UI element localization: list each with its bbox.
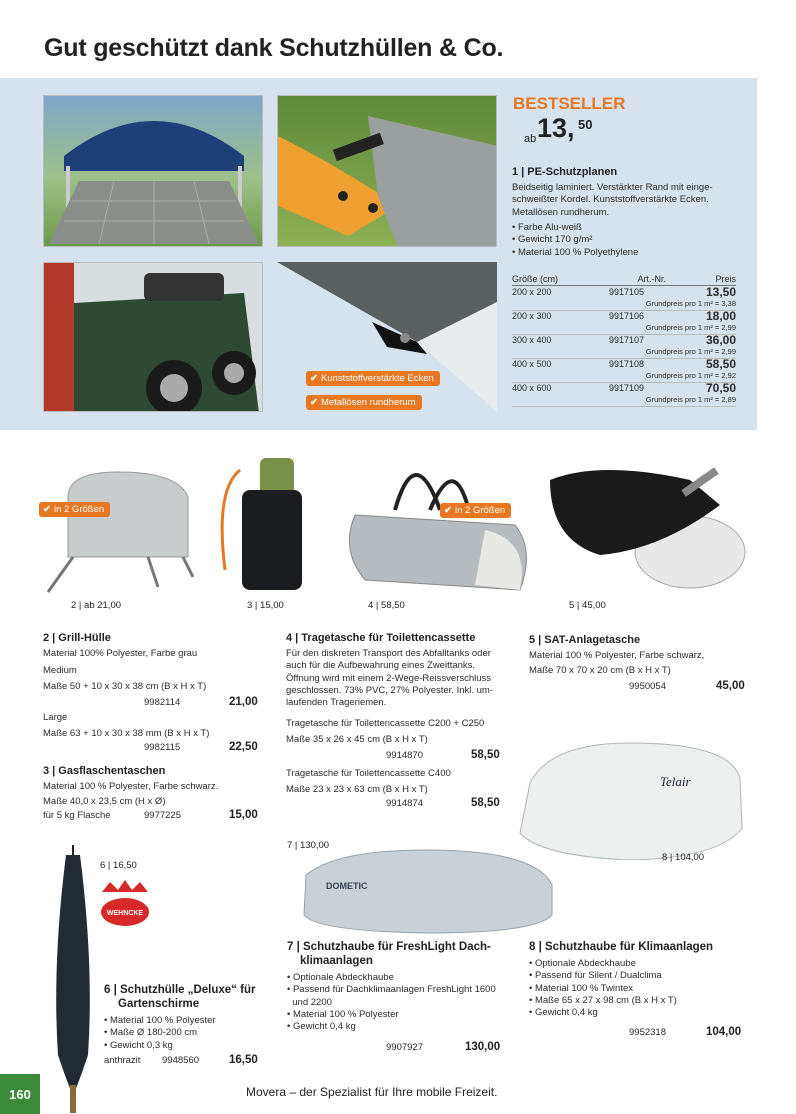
product-7-bullets: • Optionale Abdeckhaube • Passend für Dachklimaanlagen FreshLight 1600 und 2200 • Material 100 % Polyester • Gewicht 0,4 kg [287, 972, 496, 1033]
brand-logo-text: WEHNCKE [106, 910, 144, 917]
product-2-dims-large: Maße 63 + 10 x 30 x 38 mm (B x H x T) [43, 728, 210, 739]
table-cell: 58,50 [705, 357, 736, 371]
caption-text: 8 | 104,00 [662, 852, 705, 863]
car-trunk-photo [43, 262, 263, 412]
table-row [512, 335, 736, 359]
product-6-heading: 6 | Schutzhülle „Deluxe“ für [104, 984, 256, 996]
table-cell: 400 x 500 [512, 359, 552, 369]
footer-slogan: Movera – der Spezialist für Ihre mobile Freizeit. [246, 1085, 498, 1099]
caption-text: 5 | 45,00 [569, 600, 606, 611]
product-5-price: 45,00 [716, 680, 745, 692]
product-5-art: 9950054 [629, 681, 666, 692]
product-3-price: 15,00 [229, 809, 258, 821]
product-3-heading: 3 | Gasflaschentaschen [43, 765, 166, 777]
product-8-bullets: • Optionale Abdeckhaube • Passend für Silent / Dualclima • Material 100 % Twintex • Maße 65 x 27 x 98 cm (B x H x T) • Gewicht 0,4 kg [529, 958, 677, 1019]
product-2-art-large: 9982115 [144, 742, 181, 753]
caption-text: 3 | 15,00 [247, 600, 284, 611]
table-row [512, 311, 736, 335]
gas-bottle-bag-image [210, 450, 305, 595]
product-7-art: 9907927 [386, 1042, 423, 1053]
table-cell: 36,00 [705, 333, 736, 347]
caption-text: 4 | 58,50 [368, 600, 405, 611]
product-6-bullets: • Material 100 % Polyester • Maße Ø 180-200 cm • Gewicht 0,3 kg [104, 1015, 216, 1051]
product-8-price: 104,00 [706, 1026, 742, 1038]
table-cell: 70,50 [705, 381, 736, 395]
table-header: Größe (cm) [512, 274, 558, 284]
bestseller-price: 13, [537, 113, 575, 143]
bestseller-price-cents: 50 [578, 117, 593, 132]
product-2-art-medium: 9982114 [144, 697, 181, 708]
grill-cover-image [38, 462, 198, 594]
badge-label: Metallösen rundherum [320, 397, 416, 408]
caption-6 [100, 860, 137, 871]
table-cell: Grundpreis pro 1 m² = 2,92 [645, 371, 736, 380]
caption-4 [368, 600, 405, 611]
caption-3 [247, 600, 284, 611]
product-1-heading: 1 | PE-Schutzplanen [512, 166, 618, 178]
table-row [512, 359, 736, 383]
table-cell: 9917106 [609, 311, 645, 321]
product-4-art-1: 9914870 [386, 750, 423, 761]
product-1-description: Beidseitig laminiert. Verstärkter Rand mit einge- schweißter Kordel. Kunststoffverstärkte Ecken. Metallösen rundherum. [512, 182, 713, 218]
two-sizes-badge [39, 502, 110, 517]
table-header: Preis [715, 274, 736, 284]
check-icon: ✔ [310, 397, 318, 408]
product-4-price-1: 58,50 [471, 749, 500, 761]
table-cell: Grundpreis pro 1 m² = 2,89 [645, 395, 736, 404]
product-8-heading: 8 | Schutzhaube für Klimaanlagen [529, 941, 714, 953]
badge-label: in 2 Größen [53, 504, 105, 515]
product-4-variant-2: Tragetasche für Toilettencassette C400 [286, 768, 451, 779]
boat-tarp-photo [277, 95, 497, 247]
product-2-price-large: 22,50 [229, 741, 258, 753]
product-2-large: Large [43, 712, 68, 723]
table-cell: 9917107 [609, 335, 645, 345]
reinforced-corners-badge [306, 371, 440, 386]
check-icon: ✔ [444, 505, 452, 516]
product-3-art: 9977225 [144, 810, 181, 821]
table-cell: Grundpreis pro 1 m² = 2,99 [645, 323, 736, 332]
price-prefix: ab [524, 133, 537, 145]
brand-logo-text: DOMETIC [326, 881, 368, 891]
product-4-dims-2: Maße 23 x 23 x 63 cm (B x H x T) [286, 784, 428, 795]
bestseller-label: BESTSELLER [513, 94, 626, 113]
caption-text: 2 | ab 21,00 [71, 600, 122, 611]
product-5-heading: 5 | SAT-Anlagetasche [529, 634, 641, 646]
wehncke-logo [96, 878, 154, 928]
product-2-dims-medium: Maße 50 + 10 x 30 x 38 cm (B x H x T) [43, 681, 207, 692]
product-6-price: 16,50 [229, 1054, 258, 1066]
table-cell: 13,50 [705, 285, 736, 299]
sat-bag-image [540, 460, 750, 595]
table-cell: 18,00 [705, 309, 736, 323]
product-3-bottle: für 5 kg Flasche [43, 810, 111, 821]
two-sizes-badge-2 [440, 503, 511, 518]
size-price-table [512, 274, 736, 407]
caption-text: 6 | 16,50 [100, 860, 137, 871]
caption-2 [71, 600, 121, 611]
table-cell: 200 x 200 [512, 287, 552, 297]
product-4-heading: 4 | Tragetasche für Toilettencassette [286, 632, 476, 644]
product-7-heading-2: klimaanlagen [300, 955, 373, 967]
caption-5 [569, 600, 606, 611]
brand-logo: Telair [660, 774, 691, 789]
product-7-price: 130,00 [465, 1041, 501, 1053]
product-2-medium: Medium [43, 665, 77, 676]
caption-8 [662, 852, 704, 863]
table-cell: 300 x 400 [512, 335, 552, 345]
product-1-bullets: • Farbe Alu-weiß • Gewicht 170 g/m² • Material 100 % Polyethylene [512, 222, 639, 258]
freshlight-cover-image [296, 845, 562, 935]
badge-label: in 2 Größen [454, 505, 506, 516]
product-7-heading: 7 | Schutzhaube für FreshLight Dach- [287, 941, 491, 953]
table-cell: Grundpreis pro 1 m² = 2,99 [645, 347, 736, 356]
product-4-description: Für den diskreten Transport des Abfalltanks oder auch für die Aufbewahrung eines Zweittanks. Öffnung wird mit einem 2-Wege-Reissverschluss geschlossen. 73% PVC, 27% Polyester. Inkl. um- laufenden Trageriemen. [286, 648, 493, 709]
product-4-art-2: 9914874 [386, 798, 423, 809]
product-4-price-2: 58,50 [471, 797, 500, 809]
table-cell: Grundpreis pro 1 m² = 3,38 [645, 299, 736, 308]
product-4-dims-1: Maße 35 x 26 x 45 cm (B x H x T) [286, 734, 428, 745]
toilet-cassette-bag-image [335, 440, 535, 598]
product-6-color: anthrazit [104, 1055, 141, 1066]
product-5-dims: Maße 70 x 70 x 20 cm (B x H x T) [529, 665, 671, 676]
product-5-material: Material 100 % Polyester, Farbe schwarz, [529, 650, 705, 661]
umbrella-cover-image [48, 845, 98, 1113]
table-cell: 9917108 [609, 359, 645, 369]
page-number: 160 [0, 1074, 40, 1114]
product-3-dims: Maße 40,0 x 23,5 cm (H x Ø) [43, 796, 166, 807]
table-cell: 9917105 [609, 287, 645, 297]
tent-tarp-photo [43, 95, 263, 247]
check-icon: ✔ [43, 504, 51, 515]
table-row [512, 287, 736, 311]
ac-cover-image [510, 738, 745, 860]
badge-label: Kunststoffverstärkte Ecken [320, 373, 434, 384]
product-3-material: Material 100 % Polyester, Farbe schwarz. [43, 781, 219, 792]
table-cell: 9917109 [609, 383, 645, 393]
product-2-price-medium: 21,00 [229, 696, 258, 708]
product-2-material: Material 100% Polyester, Farbe grau [43, 648, 198, 659]
metal-eyelets-badge [306, 395, 422, 410]
tarp-corner-photo [277, 262, 497, 412]
check-icon: ✔ [310, 373, 318, 384]
table-cell: 400 x 600 [512, 383, 552, 393]
caption-text: 7 | 130,00 [287, 840, 330, 851]
table-row [512, 383, 736, 407]
product-6-art: 9948560 [162, 1055, 199, 1066]
product-6-heading-2: Gartenschirme [118, 998, 200, 1010]
table-header: Art.-Nr. [637, 274, 666, 284]
product-8-art: 9952318 [629, 1027, 666, 1038]
product-2-heading: 2 | Grill-Hülle [43, 632, 111, 644]
page-title: Gut geschützt dank Schutzhüllen & Co. [44, 34, 504, 62]
product-4-variant-1: Tragetasche für Toilettencassette C200 + C250 [286, 718, 485, 729]
table-cell: 200 x 300 [512, 311, 552, 321]
